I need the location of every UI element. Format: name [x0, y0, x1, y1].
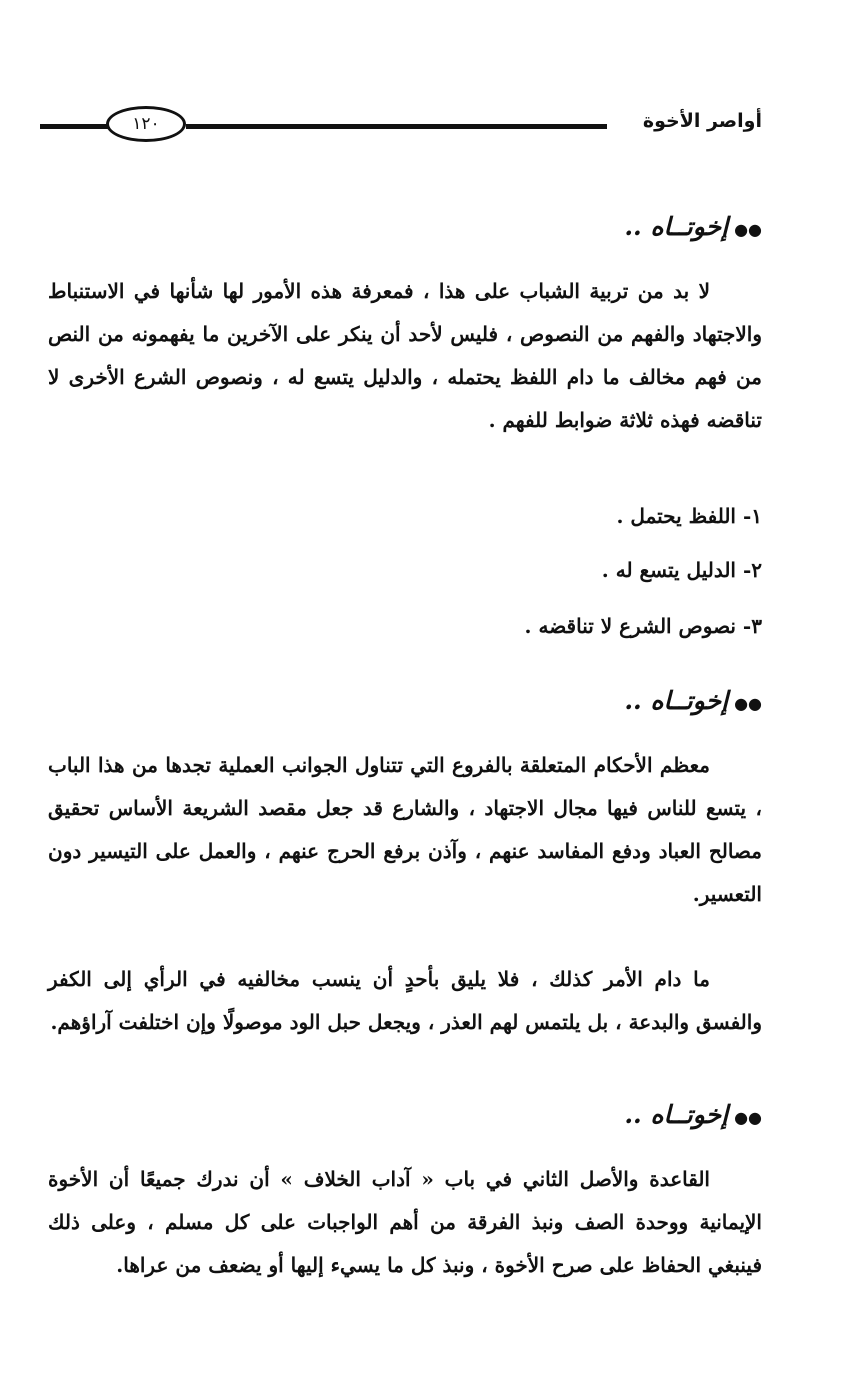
paragraph: القاعدة والأصل الثاني في باب « آداب الخلاف » أن ندرك جميعًا أن الأخوة الإيمانية ووحدة الصف ونبذ الفرقة من أهم الواجبات على كل مسلم ، وعلى ذلك فينبغي الحفاظ على صرح الأخوة ، ونبذ كل ما يسيء إليها أو يضعف من عراها.: [48, 1167, 762, 1277]
book-title: أواصر الأخوة: [642, 110, 762, 132]
section-heading-1: [624, 212, 762, 241]
list-item-3: ٣- نصوص الشرع لا تناقضه .: [524, 614, 762, 638]
section-heading-text: إخوتــاه ..: [624, 1100, 729, 1129]
section-heading-text: إخوتــاه ..: [624, 212, 729, 241]
list-item-1: ١- اللفظ يحتمل .: [616, 504, 762, 528]
page-header: [40, 104, 762, 148]
list-item-2: ٢- الدليل يتسع له .: [601, 558, 762, 582]
bullet-dots-icon: ●●: [734, 1108, 762, 1127]
bullet-dots-icon: ●●: [734, 694, 762, 713]
paragraph: ما دام الأمر كذلك ، فلا يليق بأحدٍ أن ينسب مخالفيه في الرأي إلى الكفر والفسق والبدعة ، بل يلتمس لهم العذر ، ويجعل حبل الود موصولًا وإن اختلفت آراؤهم.: [48, 967, 762, 1034]
paragraph: لا بد من تربية الشباب على هذا ، فمعرفة هذه الأمور لها شأنها في الاستنباط والاجتهاد والفهم من النصوص ، فليس لأحد أن ينكر على الآخرين ما يفهمونه من النص من فهم مخالف ما دام اللفظ يحتمله ، والدليل يتسع له ، ونصوص الشرع الأخرى لا تناقضه فهذه ثلاثة ضوابط للفهم .: [48, 279, 762, 432]
bullet-dots-icon: ●●: [734, 220, 762, 239]
section-heading-2: [624, 686, 762, 715]
paragraph: معظم الأحكام المتعلقة بالفروع التي تتناول الجوانب العملية تجدها من هذا الباب ، يتسع للناس فيها مجال الاجتهاد ، والشارع قد جعل مقصد الشريعة الأساس تحقيق مصالح العباد ودفع المفاسد عنهم ، وآذن برفع الحرج عنهم ، والعمل على التيسير دون التعسير.: [48, 753, 762, 906]
page-number: ١٢٠: [106, 106, 186, 142]
section-heading-3: [624, 1100, 762, 1129]
section-heading-text: إخوتــاه ..: [624, 686, 729, 715]
header-rule-right: [186, 124, 607, 129]
header-rule-left: [40, 124, 108, 129]
